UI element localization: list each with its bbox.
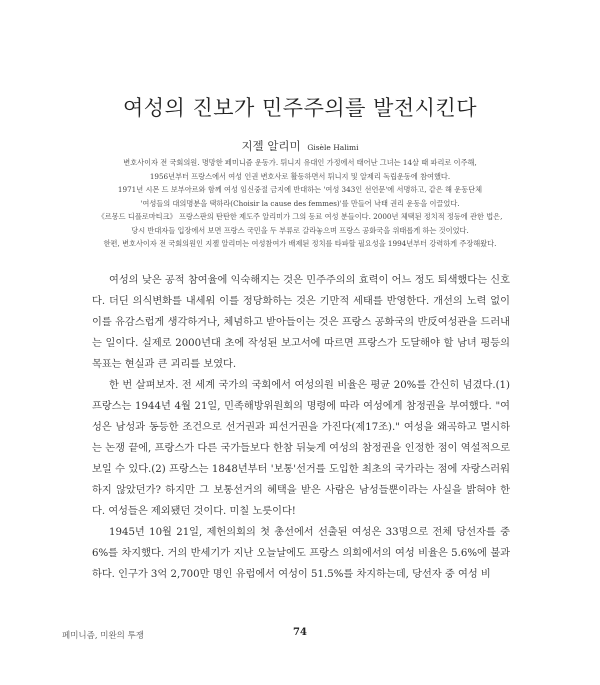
article-title: 여성의 진보가 민주주의를 발전시킨다: [122, 96, 478, 120]
body-paragraph: 1945년 10월 21일, 제헌의회의 첫 총선에서 선출된 여성은 33명으로 전체 당선자를 중 6%를 차지했다. 거의 반세기가 지난 오늘날에도 프랑스 의회에서의 여성 비율은 5.6%에 불과하다. 인구가 3억 2,700만 명인 유럽에서 여성이 51.5%를 차지하는데, 당선자 중 여성 비: [92, 527, 510, 580]
article-body: [92, 270, 510, 585]
bio-line: 한편, 변호사이자 전 국회의원인 지젤 알리미는 여성참여가 배제된 정치를 타파할 필요성을 1994년부터 강력하게 주장해왔다.: [103, 239, 497, 248]
bio-line: 1971년 시몬 드 보부아르와 함께 여성 임신중절 금지에 반대하는 '여성 343인 선언문'에 서명하고, 같은 해 운동단체: [117, 185, 483, 194]
author-line: [0, 138, 600, 154]
body-paragraph: 여성의 낮은 공적 참여율에 익숙해지는 것은 민주주의의 효력이 어느 정도 퇴색했다는 신호다. 더딘 의식변화를 내세워 이를 정당화하는 것은 기만적 세태를 반영한다. 개선의 노력 없이 이를 유감스럽게 생각하거나, 체념하고 받아들이는 것은 프랑스 공화국의 반反여성관을 드러내는 일이다. 실제로 2000년대 초에 작성된 보고서에 따르면 프랑스가 도달해야 할 남녀 평등의 목표는 현실과 큰 괴리를 보였다.: [92, 275, 510, 370]
footer-book-title: 페미니즘, 미완의 투쟁: [62, 631, 145, 641]
bio-line: 《르몽드 디플로마티크》 프랑스판의 탄탄한 제도주 알리미가 그의 동료 여성 분들이다. 2000년 체택된 정치적 정등에 관한 법은,: [97, 212, 503, 221]
author-name-latin: Gisèle Halimi: [307, 143, 359, 152]
author-bio: [78, 156, 522, 251]
bio-line: 변호사이자 전 국회의원. 명망한 페미니즘 운동가. 튀니지 유대인 가정에서 태어난 그녀는 14살 때 파리로 이주해,: [123, 158, 477, 167]
bio-line: 당시 반대자들 입장에서 보면 프랑스 국민을 두 부류로 갈라놓으며 프랑스 공화국을 위태롭게 하는 것이었다.: [131, 225, 469, 235]
bio-line: 1956년부터 프랑스에서 여성 인권 변호사로 활동하면서 튀니지 및 알제리 독립운동에 참여했다.: [149, 171, 451, 181]
author-name-korean: 지젤 알리미: [241, 139, 301, 153]
page-number: 74: [293, 627, 307, 638]
body-paragraph: 한 번 살펴보자. 전 세계 국가의 국회에서 여성의원 비율은 평균 20%를 간신히 넘겼다.(1) 프랑스는 1944년 4월 21일, 민족해방위원회의 명령에 따라 여성에게 참정권을 부여했다. "여성은 남성과 동등한 조건으로 선거권과 피선거권을 가진다(제17조)." 여성을 왜곡하고 멸시하는 논쟁 끝에, 프랑스가 다른 국가들보다 한참 뒤늦게 여성의 참정권을 인정한 점이 역설적으로 보일 수 있다.(2) 프랑스는 1848년부터 '보통'선거를 도입한 최초의 국가라는 점에 자랑스러워하지 않았던가? 하지만 그 보통선거의 혜택을 받은 사람은 남성들뿐이라는 사실을 밝혀야 한다. 여성들은 제외됐던 것이다. 미칠 노릇이다!: [92, 380, 510, 517]
bio-line: '여성들의 대의명분을 택하라(Choisir la cause des femmes)'를 만들어 낙태 권리 운동을 이끌었다.: [140, 198, 460, 208]
